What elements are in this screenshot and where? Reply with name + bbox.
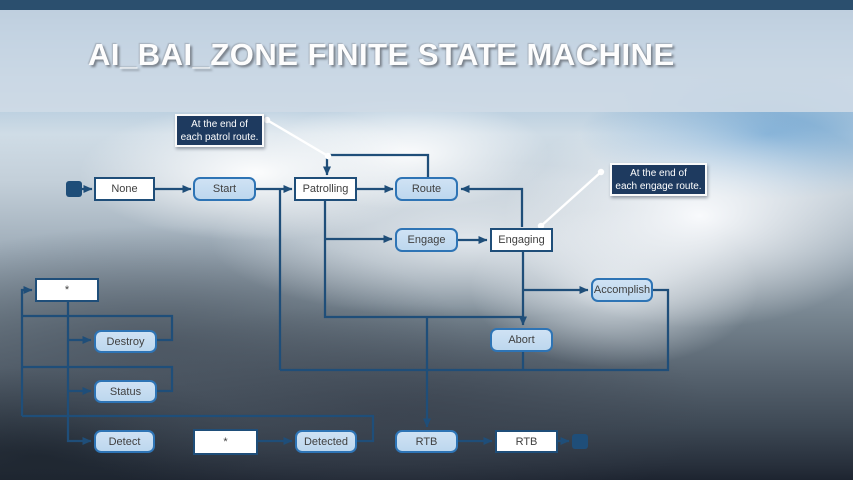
final-state-marker xyxy=(572,434,588,449)
state-patrolling-label: Patrolling xyxy=(302,183,349,195)
state-accomplish-label: Accomplish xyxy=(593,284,651,296)
state-detect xyxy=(94,430,155,453)
state-engaging xyxy=(490,228,553,252)
callout-patrol-route xyxy=(175,114,264,147)
callout-engage-route-line1: At the end of xyxy=(630,167,687,179)
state-engage-label: Engage xyxy=(407,234,446,246)
callout-patrol-route-line1: At the end of xyxy=(191,118,248,130)
state-rtb-2-label: RTB xyxy=(515,435,538,448)
state-rtb-2 xyxy=(495,430,558,453)
state-status-label: Status xyxy=(109,385,142,398)
callout-patrol-route-line2: each patrol route. xyxy=(180,131,259,143)
state-none-label: None xyxy=(111,183,138,195)
callout-engage-route xyxy=(610,163,707,196)
state-engaging-label: Engaging xyxy=(498,234,545,246)
state-wildcard-2 xyxy=(193,429,258,455)
state-route xyxy=(395,177,458,201)
state-abort-label: Abort xyxy=(508,334,535,346)
state-none xyxy=(94,177,155,201)
top-accent-bar xyxy=(0,0,853,10)
state-detected-label: Detected xyxy=(303,435,349,448)
state-wildcard-2-label: * xyxy=(223,436,228,448)
state-rtb-1-label: RTB xyxy=(415,435,438,448)
slide-title: AI_BAI_ZONE FINITE STATE MACHINE xyxy=(88,37,675,72)
callout-engage-route-line2: each engage route. xyxy=(615,180,702,192)
state-destroy-label: Destroy xyxy=(106,335,145,348)
state-route-label: Route xyxy=(411,183,442,195)
state-status xyxy=(94,380,157,403)
state-wildcard-1 xyxy=(35,278,99,302)
state-destroy xyxy=(94,330,157,353)
state-wildcard-1-label: * xyxy=(64,284,70,296)
state-rtb-1 xyxy=(395,430,458,453)
state-detect-label: Detect xyxy=(108,435,141,448)
state-start-label: Start xyxy=(212,183,237,195)
state-engage xyxy=(395,228,458,252)
state-start xyxy=(193,177,256,201)
state-abort xyxy=(490,328,553,352)
title-band xyxy=(0,10,853,112)
state-patrolling xyxy=(294,177,357,201)
state-accomplish xyxy=(591,278,653,302)
state-detected xyxy=(295,430,357,453)
initial-state-marker xyxy=(66,181,82,197)
